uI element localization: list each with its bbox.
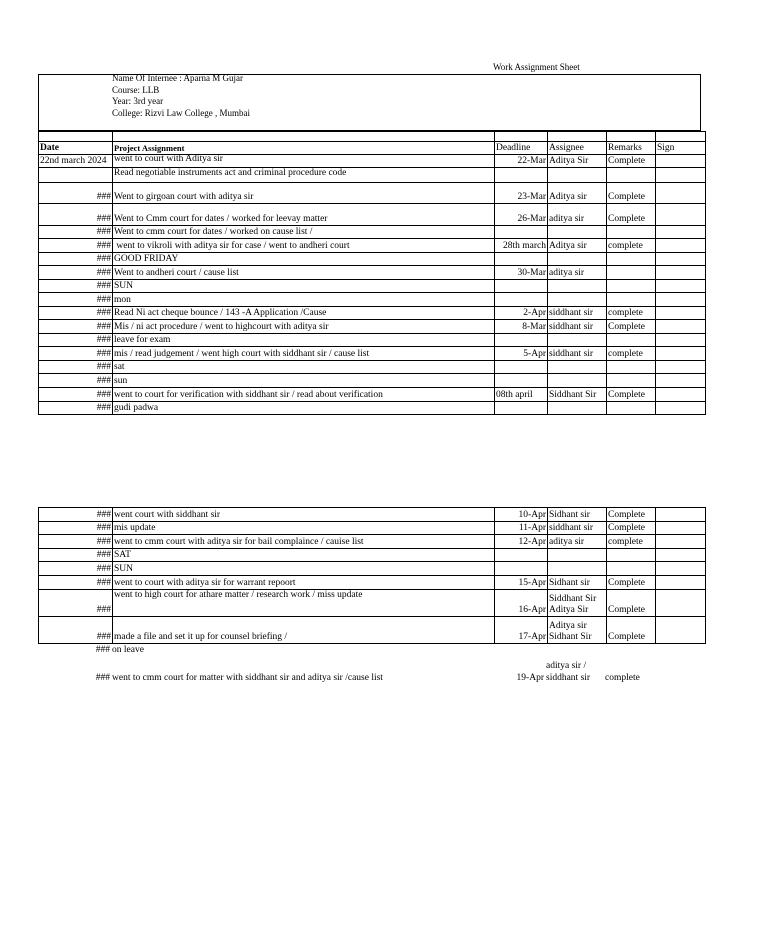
- assignee-cell: [548, 334, 607, 347]
- table-row: [39, 280, 706, 293]
- loose-project-1: on leave: [112, 645, 144, 655]
- deadline-cell: [495, 334, 548, 347]
- sign-cell: [656, 183, 706, 204]
- deadline-cell: [495, 562, 548, 576]
- internee-info-box: [38, 74, 701, 131]
- internee-college: College: Rizvi Law College , Mumbai: [112, 107, 250, 118]
- remarks-cell: Complete: [607, 590, 656, 617]
- remarks-cell: Complete: [607, 320, 656, 334]
- table-row: [39, 576, 706, 590]
- project-cell: mis update: [113, 522, 495, 535]
- table-row: [39, 388, 706, 402]
- spacer-row: [39, 132, 706, 142]
- date-cell: 22nd march 2024: [39, 155, 113, 168]
- remarks-cell: [607, 226, 656, 239]
- sign-cell: [656, 280, 706, 293]
- date-cell: ###: [39, 402, 113, 415]
- deadline-cell: 2-Apr: [495, 307, 548, 320]
- assignee-cell: [548, 562, 607, 576]
- table-row: [39, 293, 706, 307]
- assignee-cell: aditya sir: [548, 266, 607, 280]
- column-header-row: [39, 142, 706, 155]
- sign-cell: [656, 535, 706, 549]
- deadline-cell: 11-Apr: [495, 522, 548, 535]
- deadline-cell: 28th march: [495, 239, 548, 253]
- date-cell: ###: [39, 266, 113, 280]
- table-row: [39, 347, 706, 361]
- project-cell: sat: [113, 361, 495, 374]
- assignee-cell: Aditya sir: [548, 239, 607, 253]
- remarks-cell: Complete: [607, 576, 656, 590]
- project-cell: made a file and set it up for counsel briefing /: [113, 617, 495, 644]
- deadline-cell: [495, 549, 548, 562]
- assignee-cell: [548, 549, 607, 562]
- assignee-cell: [548, 253, 607, 266]
- sign-cell: [656, 590, 706, 617]
- project-cell: Read negotiable instruments act and criminal procedure code: [113, 168, 495, 183]
- remarks-cell: Complete: [607, 617, 656, 644]
- deadline-cell: 17-Apr: [495, 617, 548, 644]
- table-row: [39, 522, 706, 535]
- project-cell: Mis / ni act procedure / went to highcourt with aditya sir: [113, 320, 495, 334]
- remarks-cell: [607, 361, 656, 374]
- assignee-line-1: Aditya sir: [549, 621, 587, 631]
- assignee-cell: siddhant sir: [548, 347, 607, 361]
- deadline-cell: 26-Mar: [495, 204, 548, 226]
- date-cell: ###: [39, 374, 113, 388]
- col-project-header-cell: [113, 142, 495, 164]
- date-cell: ###: [39, 617, 113, 644]
- sign-cell: [656, 576, 706, 590]
- deadline-cell: [495, 253, 548, 266]
- sign-cell: [656, 155, 706, 168]
- internee-course: Course: LLB: [112, 84, 160, 95]
- remarks-cell: Complete: [607, 183, 656, 204]
- assignment-table-1: [38, 131, 706, 415]
- assignee-cell: [548, 280, 607, 293]
- remarks-cell: complete: [607, 535, 656, 549]
- assignee-cell: [548, 293, 607, 307]
- remarks-cell: Complete: [607, 522, 656, 535]
- date-cell: ###: [39, 576, 113, 590]
- remarks-cell: [607, 402, 656, 415]
- table-row: [39, 168, 706, 183]
- table-row: [39, 334, 706, 347]
- internee-info: [112, 73, 250, 119]
- project-cell: GOOD FRIDAY: [113, 253, 495, 266]
- date-cell: ###: [39, 226, 113, 239]
- col-remarks-header: Remarks: [607, 142, 656, 155]
- assignee-cell: Siddhant Sir: [548, 388, 607, 402]
- assignee-cell: [548, 617, 607, 644]
- table-row: [39, 361, 706, 374]
- project-cell: leave for exam: [113, 334, 495, 347]
- assignee-cell: siddhant sir: [548, 320, 607, 334]
- assignee-line-1: Siddhant Sir: [549, 594, 597, 604]
- sign-cell: [656, 266, 706, 280]
- deadline-cell: 5-Apr: [495, 347, 548, 361]
- table-row: [39, 535, 706, 549]
- table-row: [39, 253, 706, 266]
- assignee-cell: [548, 226, 607, 239]
- deadline-cell: [495, 402, 548, 415]
- project-cell: went to court with aditya sir for warrant repoort: [113, 576, 495, 590]
- remarks-cell: Complete: [607, 508, 656, 522]
- assignee-line-2: Sidhant Sir: [549, 632, 592, 642]
- deadline-cell: 30-Mar: [495, 266, 548, 280]
- date-cell: [39, 168, 113, 183]
- loose-date-1: ###: [95, 645, 110, 655]
- table-row: [39, 204, 706, 226]
- assignee-cell: Aditya Sir: [548, 155, 607, 168]
- remarks-cell: [607, 280, 656, 293]
- project-cell: Went to girgoan court with aditya sir: [113, 183, 495, 204]
- project-cell: sun: [113, 374, 495, 388]
- col-sign-header: Sign: [656, 142, 706, 155]
- sign-cell: [656, 374, 706, 388]
- sign-cell: [656, 226, 706, 239]
- assignee-cell: aditya sir: [548, 204, 607, 226]
- assignee-cell: [548, 168, 607, 183]
- first-row-project-overflow: went to court with Aditya sir: [114, 154, 223, 164]
- table-row: [39, 226, 706, 239]
- date-cell: ###: [39, 562, 113, 576]
- table-row: [39, 617, 706, 644]
- date-cell: ###: [39, 280, 113, 293]
- deadline-cell: 8-Mar: [495, 320, 548, 334]
- assignee-cell: aditya sir: [548, 535, 607, 549]
- table-row: [39, 402, 706, 415]
- internee-name: Name Of Internee : Aparna M Gujar: [112, 73, 243, 83]
- date-cell: ###: [39, 388, 113, 402]
- project-cell: went to high court for athare matter / research work / miss update: [113, 590, 495, 617]
- deadline-cell: [495, 374, 548, 388]
- table-row: [39, 320, 706, 334]
- assignee-line-2: Aditya Sir: [549, 605, 589, 615]
- deadline-cell: 15-Apr: [495, 576, 548, 590]
- sheet-title: Work Assignment Sheet: [493, 62, 580, 72]
- table-row: [39, 549, 706, 562]
- deadline-cell: 10-Apr: [495, 508, 548, 522]
- deadline-cell: [495, 280, 548, 293]
- sign-cell: [656, 508, 706, 522]
- sign-cell: [656, 253, 706, 266]
- remarks-cell: complete: [607, 239, 656, 253]
- sign-cell: [656, 562, 706, 576]
- date-cell: ###: [39, 522, 113, 535]
- table-row: [39, 508, 706, 522]
- remarks-cell: [607, 334, 656, 347]
- table-row: [39, 266, 706, 280]
- remarks-cell: [607, 266, 656, 280]
- date-cell: ###: [39, 239, 113, 253]
- project-cell: mis / read judgement / went high court with siddhant sir / cause list: [113, 347, 495, 361]
- project-cell: went to cmm court with aditya sir for bail complaince / cauise list: [113, 535, 495, 549]
- assignment-table-2: [38, 507, 706, 644]
- project-cell: Went to cmm court for dates / worked on cause list /: [113, 226, 495, 239]
- assignee-cell: [548, 590, 607, 617]
- col-date-header: Date: [39, 142, 113, 155]
- table-row: [39, 239, 706, 253]
- assignee-cell: siddhant sir: [548, 522, 607, 535]
- loose-date-2: ###: [95, 673, 110, 683]
- project-cell: went court with siddhant sir: [113, 508, 495, 522]
- sign-cell: [656, 617, 706, 644]
- deadline-cell: [495, 168, 548, 183]
- remarks-cell: [607, 374, 656, 388]
- sign-cell: [656, 204, 706, 226]
- deadline-cell: 08th april: [495, 388, 548, 402]
- assignee-cell: Sidhant sir: [548, 576, 607, 590]
- remarks-cell: Complete: [607, 155, 656, 168]
- deadline-cell: [495, 226, 548, 239]
- sign-cell: [656, 320, 706, 334]
- loose-assignee-2a: aditya sir /: [546, 661, 587, 671]
- remarks-cell: [607, 253, 656, 266]
- deadline-cell: [495, 361, 548, 374]
- project-cell: SUN: [113, 280, 495, 293]
- table-row: [39, 374, 706, 388]
- deadline-cell: 22-Mar: [495, 155, 548, 168]
- remarks-cell: [607, 562, 656, 576]
- assignee-cell: [548, 361, 607, 374]
- sign-cell: [656, 168, 706, 183]
- col-project-header: Project Assignment: [114, 143, 185, 153]
- date-cell: ###: [39, 334, 113, 347]
- sign-cell: [656, 307, 706, 320]
- deadline-cell: 23-Mar: [495, 183, 548, 204]
- date-cell: ###: [39, 347, 113, 361]
- date-cell: ###: [39, 535, 113, 549]
- table-row: [39, 590, 706, 617]
- loose-remarks-2: complete: [605, 673, 640, 683]
- date-cell: ###: [39, 204, 113, 226]
- internee-year: Year: 3rd year: [112, 96, 164, 106]
- sign-cell: [656, 549, 706, 562]
- sign-cell: [656, 293, 706, 307]
- sign-cell: [656, 388, 706, 402]
- date-cell: ###: [39, 320, 113, 334]
- sign-cell: [656, 239, 706, 253]
- sign-cell: [656, 334, 706, 347]
- project-cell: Went to Cmm court for dates / worked for leevay matter: [113, 204, 495, 226]
- assignee-cell: Aditya sir: [548, 183, 607, 204]
- date-cell: ###: [39, 361, 113, 374]
- loose-project-2: went to cmm court for matter with siddhant sir and aditya sir /cause list: [112, 673, 383, 683]
- project-cell: mon: [113, 293, 495, 307]
- loose-deadline-2: 19-Apr: [516, 673, 544, 683]
- date-cell: ###: [39, 549, 113, 562]
- deadline-cell: [495, 293, 548, 307]
- loose-assignee-2b: siddhant sir: [546, 673, 591, 683]
- table-row: [39, 307, 706, 320]
- remarks-cell: Complete: [607, 388, 656, 402]
- sign-cell: [656, 522, 706, 535]
- project-cell: SAT: [113, 549, 495, 562]
- deadline-cell: 16-Apr: [495, 590, 548, 617]
- date-cell: ###: [39, 307, 113, 320]
- project-cell: gudi padwa: [113, 402, 495, 415]
- sign-cell: [656, 402, 706, 415]
- date-cell: ###: [39, 293, 113, 307]
- date-cell: ###: [39, 183, 113, 204]
- remarks-cell: complete: [607, 347, 656, 361]
- project-cell: went to court for verification with siddhant sir / read about verification: [113, 388, 495, 402]
- assignee-cell: [548, 374, 607, 388]
- remarks-cell: [607, 549, 656, 562]
- sign-cell: [656, 347, 706, 361]
- project-cell: went to vikroli with aditya sir for case / went to andheri court: [113, 239, 495, 253]
- date-cell: ###: [39, 508, 113, 522]
- sign-cell: [656, 361, 706, 374]
- table-row: [39, 562, 706, 576]
- remarks-cell: Complete: [607, 204, 656, 226]
- project-cell: SUN: [113, 562, 495, 576]
- col-assignee-header: Assignee: [548, 142, 607, 155]
- project-cell: Read Ni act cheque bounce / 143 -A Application /Cause: [113, 307, 495, 320]
- col-deadline-header: Deadline: [495, 142, 548, 155]
- project-cell: Went to andheri court / cause list: [113, 266, 495, 280]
- assignee-cell: [548, 402, 607, 415]
- remarks-cell: [607, 168, 656, 183]
- date-cell: ###: [39, 253, 113, 266]
- remarks-cell: [607, 293, 656, 307]
- date-cell: ###: [39, 590, 113, 617]
- remarks-cell: complete: [607, 307, 656, 320]
- deadline-cell: 12-Apr: [495, 535, 548, 549]
- table-row: [39, 183, 706, 204]
- assignee-cell: siddhant sir: [548, 307, 607, 320]
- assignee-cell: Sidhant sir: [548, 508, 607, 522]
